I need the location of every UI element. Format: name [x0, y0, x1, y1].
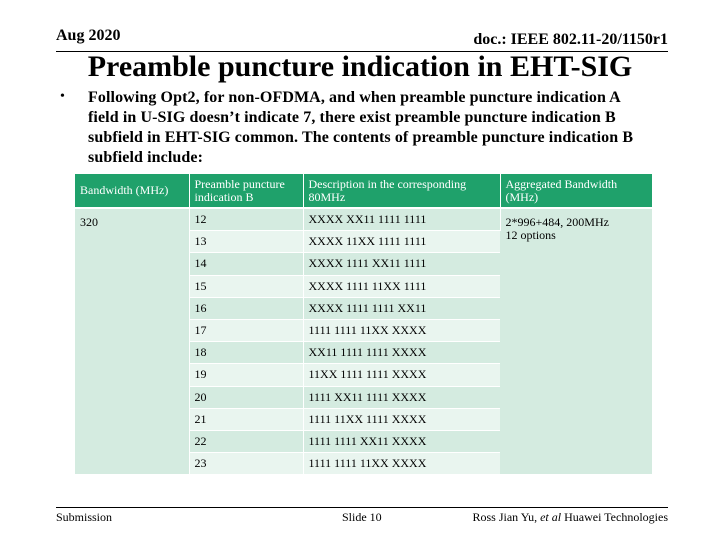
description-cell: XXXX 1111 1111 XX11	[303, 297, 500, 319]
footer-author-etal: et al	[540, 510, 562, 524]
indication-cell: 15	[189, 275, 303, 297]
description-cell: XX11 1111 1111 XXXX	[303, 342, 500, 364]
indication-cell: 23	[189, 453, 303, 475]
description-cell: XXXX 11XX 1111 1111	[303, 231, 500, 253]
column-header-bandwidth: Bandwidth (MHz)	[75, 174, 189, 208]
description-cell: 1111 1111 11XX XXXX	[303, 319, 500, 341]
indication-cell: 22	[189, 430, 303, 452]
indication-cell: 18	[189, 342, 303, 364]
table-header-row	[75, 174, 652, 208]
indication-cell: 19	[189, 364, 303, 386]
bullet-marker: •	[60, 89, 65, 104]
indication-cell: 12	[189, 208, 303, 231]
slide-title: Preamble puncture indication in EHT-SIG	[87, 50, 633, 83]
header-date: Aug 2020	[56, 27, 121, 44]
indication-cell: 13	[189, 231, 303, 253]
description-cell: XXXX 1111 11XX 1111	[303, 275, 500, 297]
bandwidth-cell: 320	[75, 208, 189, 475]
footer-author-name: Ross Jian Yu,	[472, 510, 541, 524]
description-cell: 1111 1111 11XX XXXX	[303, 453, 500, 475]
bullet-text: Following Opt2, for non-OFDMA, and when preamble puncture indication A field in U-SIG doesn’t indicate 7, there exist preamble puncture indication B subfield in EHT-SIG common. The contents of preamble puncture indication B subfield include:	[88, 89, 634, 166]
indication-cell: 14	[189, 253, 303, 275]
description-cell: 1111 1111 XX11 XXXX	[303, 430, 500, 452]
indication-cell: 20	[189, 386, 303, 408]
header-doc-id: doc.: IEEE 802.11-20/1150r1	[473, 31, 668, 48]
aggregated-bandwidth-cell	[500, 208, 652, 475]
column-header-indication: Preamble puncture indication B	[189, 174, 303, 208]
aggregated-options-count: 12 options	[505, 228, 556, 242]
footer-slide-number: Slide 10	[342, 510, 382, 524]
description-cell: XXXX 1111 XX11 1111	[303, 253, 500, 275]
puncture-table	[75, 174, 652, 475]
footer-submission: Submission	[56, 510, 113, 524]
indication-cell: 16	[189, 297, 303, 319]
column-header-description: Description in the corresponding 80MHz	[303, 174, 500, 208]
description-cell: 1111 11XX 1111 XXXX	[303, 408, 500, 430]
footer-author	[473, 510, 669, 525]
description-cell: 1111 XX11 1111 XXXX	[303, 386, 500, 408]
aggregated-bandwidth-value: 2*996+484, 200MHz	[505, 215, 609, 229]
column-header-aggregated: Aggregated Bandwidth (MHz)	[500, 174, 652, 208]
indication-cell: 21	[189, 408, 303, 430]
description-cell: 11XX 1111 1111 XXXX	[303, 364, 500, 386]
description-cell: XXXX XX11 1111 1111	[303, 208, 500, 231]
footer-divider	[56, 507, 668, 508]
table-row	[75, 208, 652, 231]
indication-cell: 17	[189, 319, 303, 341]
footer-author-org: Huawei Technologies	[561, 510, 668, 524]
